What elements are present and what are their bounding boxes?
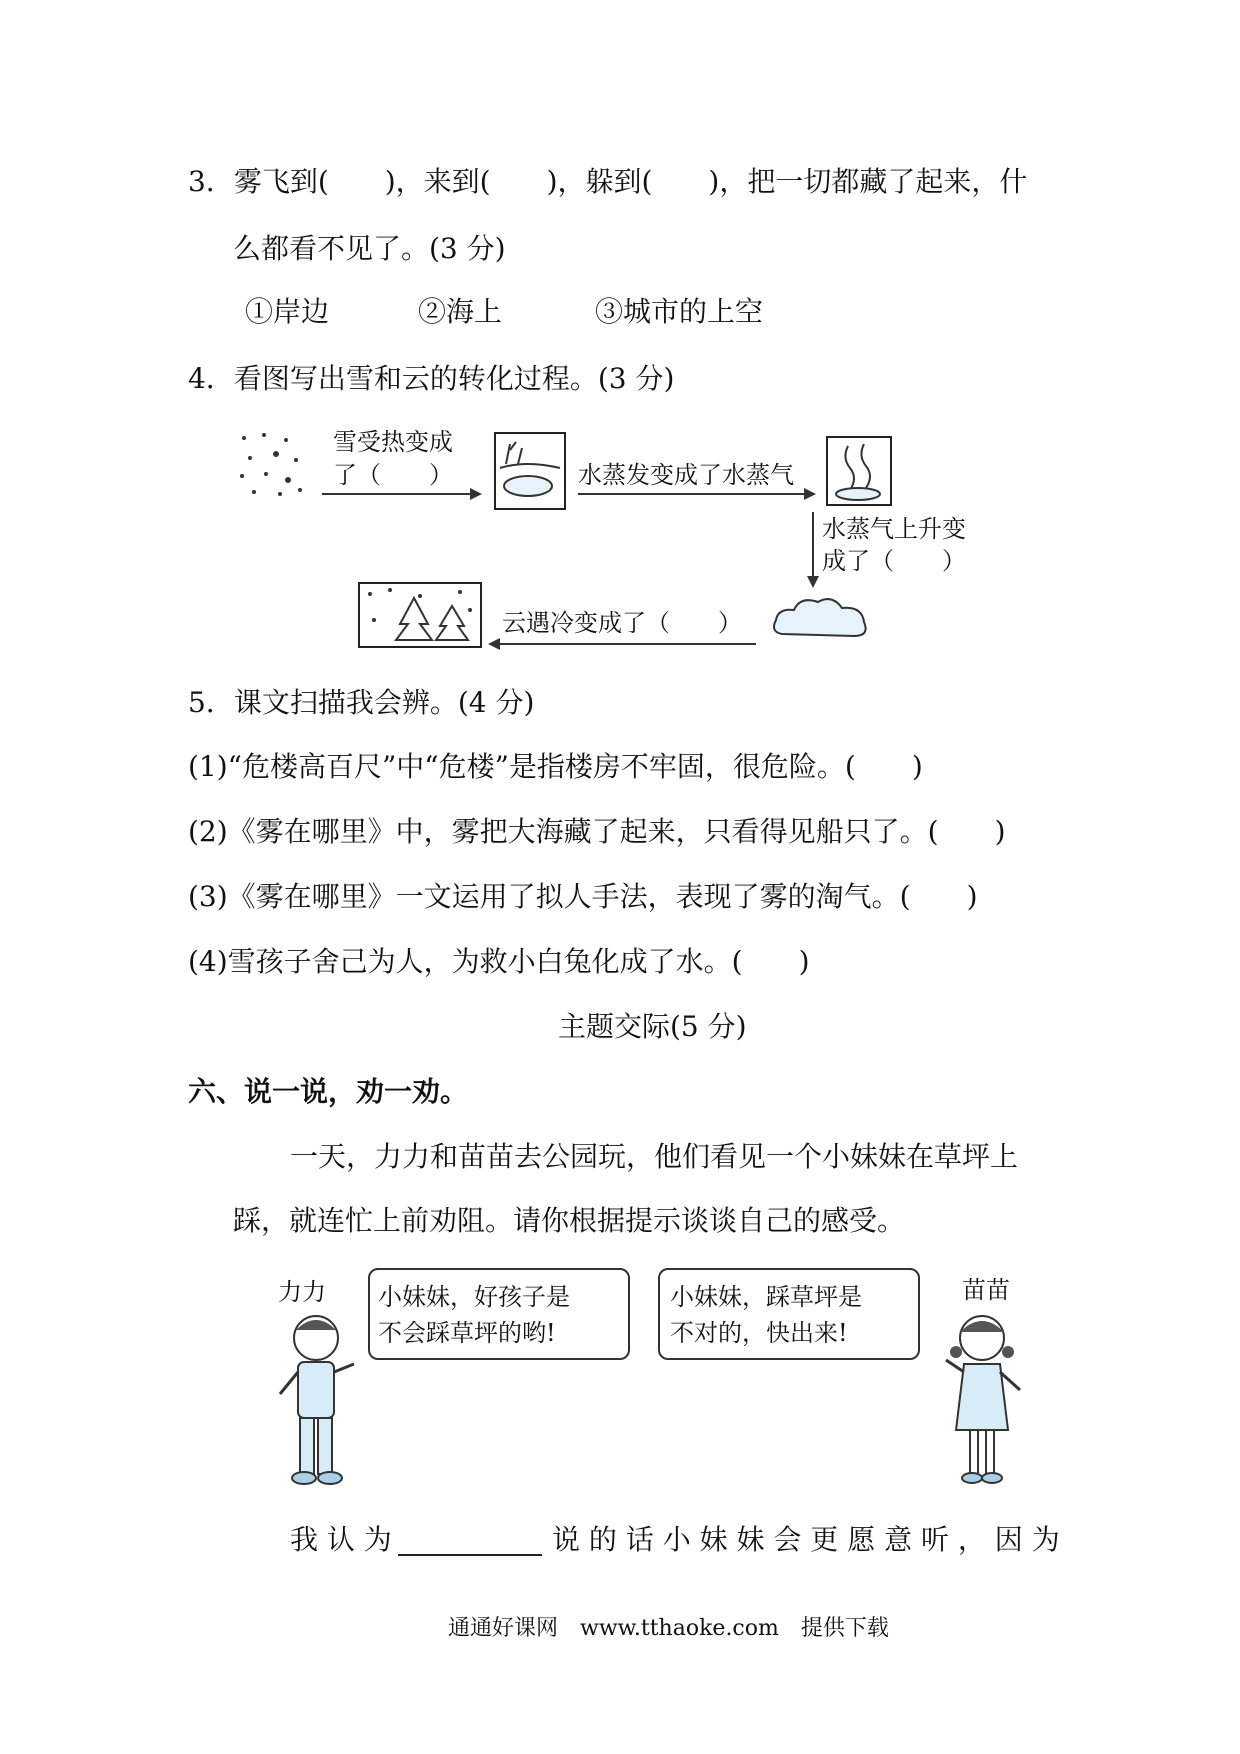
answer-blank[interactable] (398, 1554, 542, 1556)
q4-step1-a: 雪受热变成 (333, 428, 453, 456)
q4-step2: 水蒸发变成了水蒸气 (578, 461, 794, 489)
q3-option-1: ①岸边 (245, 295, 330, 328)
boy-speech-line2: 不会踩草坪的哟! (378, 1319, 556, 1347)
footer-text: 通通好课网 www.tthaoke.com 提供下载 (448, 1616, 889, 1641)
q4-step3-a: 水蒸气上升变 (822, 515, 966, 543)
q4-arrow2 (578, 493, 806, 495)
q6-title: 六、说一说，劝一劝。 (188, 1075, 469, 1108)
q4-arrow4 (498, 643, 756, 645)
cloud-icon (768, 592, 872, 644)
q4-arrow3 (812, 512, 814, 578)
boy-figure (276, 1312, 360, 1492)
q5-item-2: (2)《雾在哪里》中，雾把大海藏了起来，只看得见船只了。( ) (188, 815, 1006, 848)
q3-line2: 么都看不见了。(3 分) (233, 232, 506, 265)
q3-option-3: ③城市的上空 (595, 295, 764, 328)
girl-name: 苗苗 (962, 1276, 1010, 1304)
girl-speech-line2: 不对的，快出来! (670, 1319, 848, 1347)
q4-step1-b: 了（ ） (333, 461, 453, 489)
section-title: 主题交际(5 分) (558, 1010, 747, 1043)
q3-line1: 3．雾飞到( )，来到( )，躲到( )，把一切都藏了起来，什 (188, 165, 1028, 198)
melting-snow-picture (494, 432, 566, 510)
girl-speech-line1: 小妹妹，踩草坪是 (670, 1283, 862, 1311)
q4-arrow1 (322, 493, 472, 495)
q3-option-2: ②海上 (418, 295, 503, 328)
q4-step3-b: 成了（ ） (822, 547, 966, 575)
q4-arrow3-head (807, 576, 819, 588)
snowy-trees-picture (358, 582, 482, 648)
q4-arrow1-head (470, 488, 482, 500)
q5-item-1: (1)“危楼高百尺”中“危楼”是指楼房不牢固，很危险。( ) (188, 750, 923, 783)
q4-arrow2-head (804, 488, 816, 500)
water-vapor-picture (826, 436, 892, 506)
boy-name: 力力 (278, 1278, 326, 1306)
answer-start: 我 认 为 (290, 1523, 392, 1556)
q5-title: 5．课文扫描我会辨。(4 分) (188, 686, 535, 719)
q4-arrow4-head (488, 638, 500, 650)
snowflakes-icon (236, 430, 306, 500)
q5-item-4: (4)雪孩子舍己为人，为救小白兔化成了水。( ) (188, 945, 810, 978)
answer-mid: 说 的 话 小 妹 妹 会 更 愿 意 听 ， 因 为 (552, 1523, 1060, 1556)
q6-para2: 踩，就连忙上前劝阻。请你根据提示谈谈自己的感受。 (233, 1204, 906, 1237)
boy-speech-line1: 小妹妹，好孩子是 (378, 1283, 570, 1311)
q4-step4: 云遇冷变成了（ ） (502, 609, 742, 637)
q6-para1: 一天，力力和苗苗去公园玩，他们看见一个小妹妹在草坪上 (290, 1140, 1019, 1173)
q4-title: 4．看图写出雪和云的转化过程。(3 分) (188, 362, 675, 395)
q5-item-3: (3)《雾在哪里》一文运用了拟人手法，表现了雾的淘气。( ) (188, 880, 978, 913)
girl-figure (940, 1310, 1024, 1492)
